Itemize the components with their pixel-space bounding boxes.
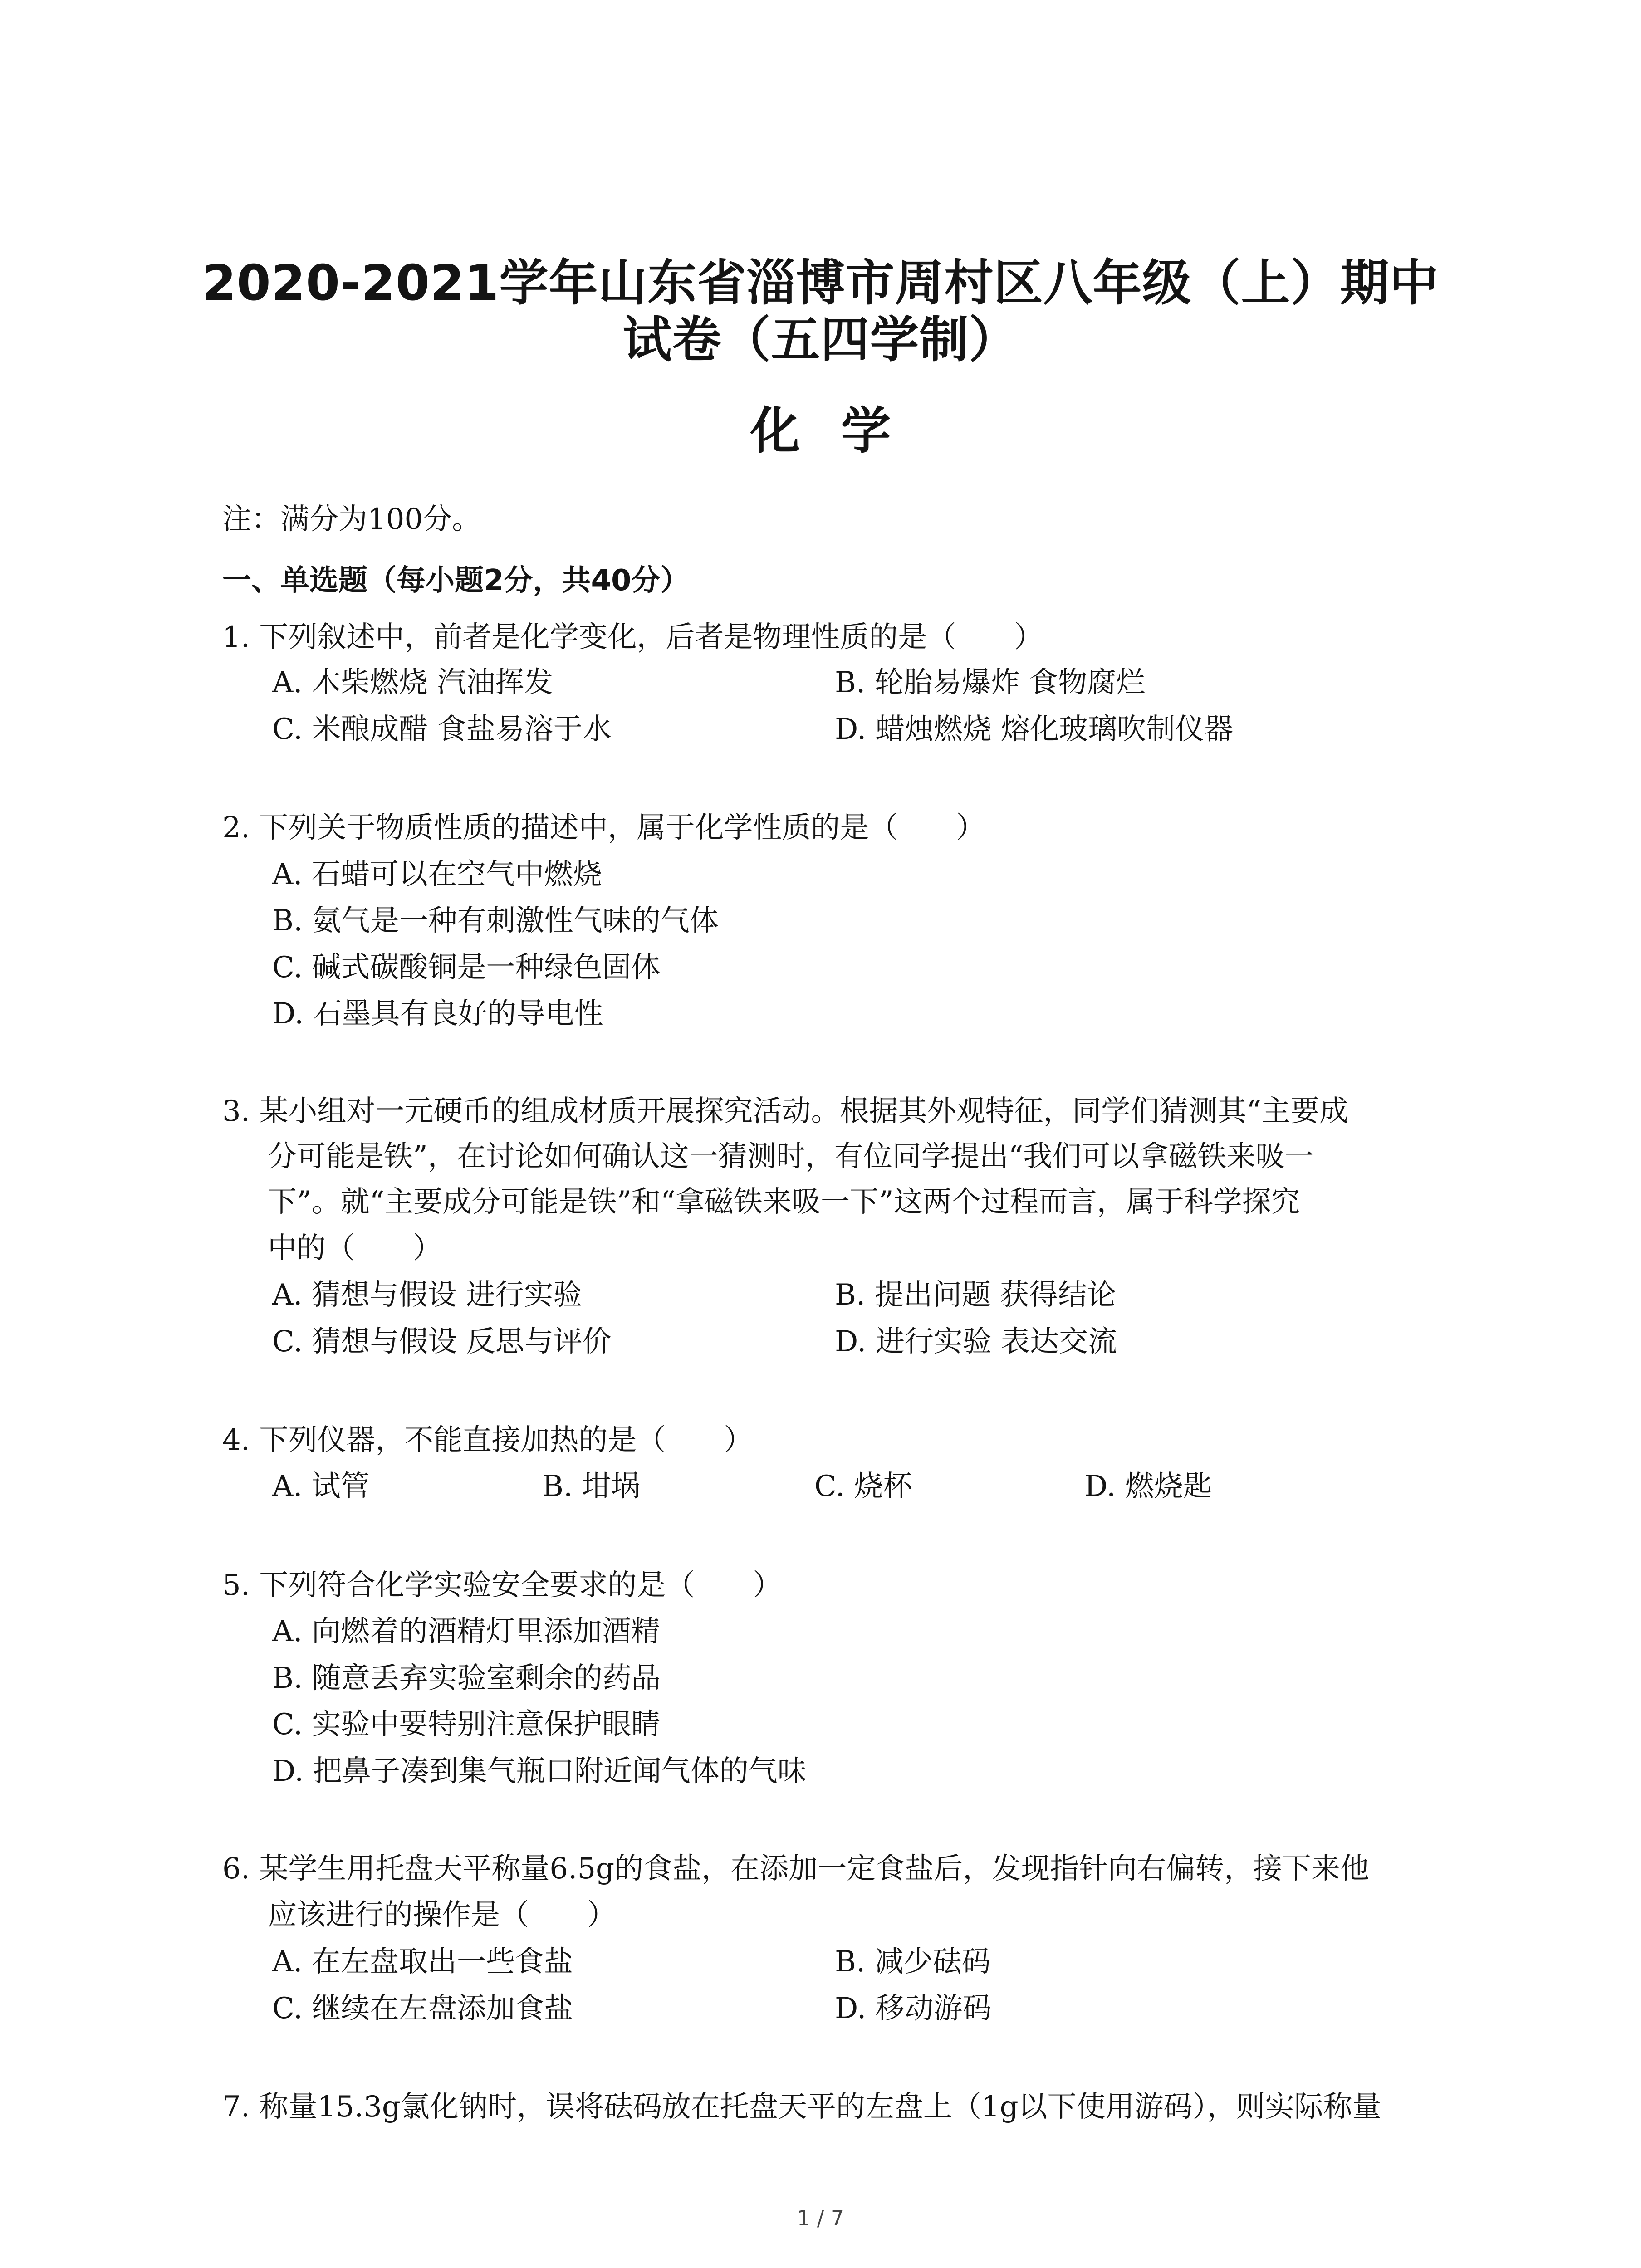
page-number: 1 / 7	[797, 2206, 844, 2230]
question-4-stem: 4. 下列仪器，不能直接加热的是（ ）	[222, 1423, 753, 1457]
question-3-stem-line-4: 中的（ ）	[268, 1232, 442, 1265]
question-6-stem-line-1: 6. 某学生用托盘天平称量6.5g的食盐，在添加一定食盐后，发现指针向右偏转，接下来他	[222, 1852, 1370, 1886]
question-6-option-d: D. 移动游码	[835, 1992, 992, 2025]
question-1-option-b: B. 轮胎易爆炸 食物腐烂	[835, 666, 1146, 699]
exam-title-line-1: 2020-2021学年山东省淄博市周村区八年级（上）期中	[202, 255, 1439, 312]
question-3-option-c: C. 猜想与假设 反思与评价	[272, 1325, 612, 1359]
question-4-option-a: A. 试管	[272, 1470, 370, 1503]
question-7-stem: 7. 称量15.3g氯化钠时，误将砝码放在托盘天平的左盘上（1g以下使用游码），则实际称量	[222, 2090, 1381, 2124]
question-1-option-c: C. 米酿成醋 食盐易溶于水	[272, 713, 612, 746]
subject-heading: 化学	[750, 402, 932, 460]
question-5-stem: 5. 下列符合化学实验安全要求的是（ ）	[222, 1569, 782, 1602]
question-5-option-d: D. 把鼻子凑到集气瓶口附近闻气体的气味	[272, 1755, 807, 1788]
question-3-option-a: A. 猜想与假设 进行实验	[272, 1278, 583, 1312]
question-5-option-a: A. 向燃着的酒精灯里添加酒精	[272, 1615, 660, 1648]
question-3-option-d: D. 进行实验 表达交流	[835, 1325, 1117, 1359]
section-heading: 一、单选题（每小题2分，共40分）	[222, 564, 690, 597]
question-2-option-c: C. 碱式碳酸铜是一种绿色固体	[272, 951, 661, 984]
question-2-option-a: A. 石蜡可以在空气中燃烧	[272, 858, 602, 891]
question-2-option-b: B. 氨气是一种有刺激性气味的气体	[272, 904, 719, 938]
question-1-option-a: A. 木柴燃烧 汽油挥发	[272, 666, 554, 699]
question-1-stem: 1. 下列叙述中，前者是化学变化，后者是物理性质的是（ ）	[222, 621, 1043, 654]
score-note: 注：满分为100分。	[222, 503, 481, 536]
question-5-option-b: B. 随意丢弃实验室剩余的药品	[272, 1662, 661, 1695]
question-3-stem-line-3: 下”。就“主要成分可能是铁”和“拿磁铁来吸一下”这两个过程而言，属于科学探究	[268, 1185, 1300, 1219]
question-2-stem: 2. 下列关于物质性质的描述中，属于化学性质的是（ ）	[222, 811, 985, 845]
question-5-option-c: C. 实验中要特别注意保护眼睛	[272, 1708, 661, 1741]
question-3-stem-line-2: 分可能是铁”，在讨论如何确认这一猜测时，有位同学提出“我们可以拿磁铁来吸一	[268, 1140, 1314, 1173]
question-4-option-b: B. 坩埚	[542, 1470, 640, 1503]
question-3-option-b: B. 提出问题 获得结论	[835, 1278, 1117, 1312]
question-4-option-c: C. 烧杯	[814, 1470, 912, 1503]
question-2-option-d: D. 石墨具有良好的导电性	[272, 997, 603, 1031]
question-3-stem-line-1: 3. 某小组对一元硬币的组成材质开展探究活动。根据其外观特征，同学们猜测其“主要成	[222, 1095, 1349, 1128]
question-4-option-d: D. 燃烧匙	[1084, 1470, 1212, 1503]
question-6-option-a: A. 在左盘取出一些食盐	[272, 1945, 573, 1979]
exam-title-line-2: 试卷（五四学制）	[622, 312, 1019, 368]
question-6-stem-line-2: 应该进行的操作是（ ）	[268, 1898, 616, 1932]
question-1-option-d: D. 蜡烛燃烧 熔化玻璃吹制仪器	[835, 713, 1234, 746]
question-6-option-c: C. 继续在左盘添加食盐	[272, 1992, 573, 2025]
question-6-option-b: B. 减少砝码	[835, 1945, 991, 1979]
